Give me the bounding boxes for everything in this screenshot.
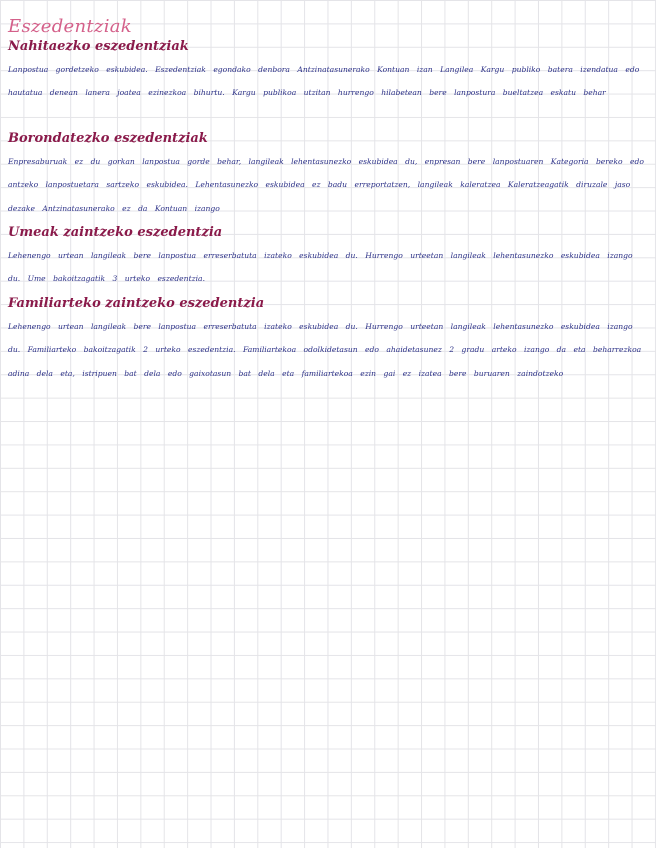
section-heading: Nahitaezko eszedentziak <box>8 39 189 54</box>
section-heading: Borondatezko eszedentziak <box>8 131 208 146</box>
section-borondatezko <box>8 128 656 220</box>
section-umeak <box>8 222 656 291</box>
section-text: Lanpostua gordetzeko eskubidea. Eszedentziak egondako denbora Antzinatasunerako Kontuan izan Langilea Kargu publiko batera izendatua edo hautatua denean lanera joatea ezinezkoa bihurtu. Kargu publikoa utzitan hurrengo hilabetean bere lanpostura bueltatzea eskatu behar <box>8 65 640 98</box>
page-title: Eszedentziak <box>8 16 132 37</box>
section-text: Lehenengo urtean langileak bere lanpostua erreserbatuta izateko eskubidea du. Hurrengo urteetan langileak lehentasunezko eskubidea izango du. Familiarteko bakoitzagatik 2 urteko eszedentzia. Familiartekoa odolkidetasun edo ahaidetasunez 2 gradu arteko izango da eta beharrezkoa adina dela eta, istripuen bat dela edo gaixotasun bat dela eta familiartekoa ezin gai ez izatea bere buruaren zaindotzeko <box>8 322 642 378</box>
section-nahitaezko <box>8 36 656 128</box>
section-heading: Umeak zaintzeko eszedentzia <box>8 225 223 240</box>
section-text: Lehenengo urtean langileak bere lanpostua erreserbatuta izateko eskubidea du. Hurrengo urteetan langileak lehentasunezko eskubidea izango du. Ume bakoitzagatik 3 urteko eszedentzia. <box>8 251 633 284</box>
section-familiarteko <box>8 293 656 409</box>
section-heading: Familiarteko zaintzeko eszedentzia <box>8 296 265 311</box>
section-text: Enpresaburuak ez du gorkan lanpostua gorde behar, langileak lehentasunezko eskubidea du, enpresan bere lanpostuaren Kategoria bereko edo antzeko lanpostuetara sartzeko eskubidea. Lehentasunezko eskubidea ez badu erreportatzen, langileak kaleratzea Kaleratzeagatik diruzale jaso dezake Antzinatasunerako ez da Kontuan izango <box>8 157 644 213</box>
